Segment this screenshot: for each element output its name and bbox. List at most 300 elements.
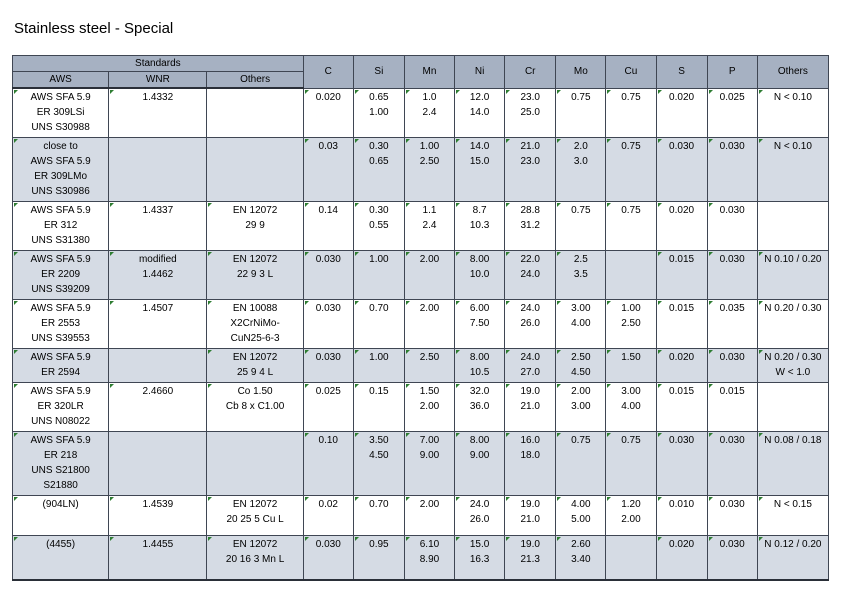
cell-line: 1.50 bbox=[419, 386, 440, 397]
mo-cell bbox=[556, 536, 606, 580]
c-cell bbox=[303, 536, 353, 580]
cell-line: 0.020 bbox=[669, 205, 695, 216]
cell-line: EN 12072 bbox=[232, 499, 278, 510]
cell-line: 0.65 bbox=[369, 156, 389, 167]
cell-line: S21880 bbox=[43, 480, 78, 491]
ni-cell bbox=[455, 300, 505, 349]
cell-line: 1.4332 bbox=[142, 92, 174, 103]
cell-line: 0.030 bbox=[719, 254, 745, 265]
cell-line: 2.50 bbox=[419, 352, 440, 363]
cell-line: 1.00 bbox=[369, 254, 389, 265]
c-cell bbox=[303, 496, 353, 536]
cell-line: 0.70 bbox=[369, 303, 389, 314]
col-header-others-standards: Others bbox=[207, 72, 303, 89]
p-cell bbox=[707, 251, 757, 300]
cell-line: 19.0 bbox=[520, 499, 540, 510]
cu-cell bbox=[606, 300, 656, 349]
cell-line: 3.50 bbox=[369, 435, 389, 446]
mo-cell bbox=[556, 496, 606, 536]
cell-line: N < 0.10 bbox=[773, 141, 812, 152]
cell-line: 31.2 bbox=[520, 220, 540, 231]
cell-line: 1.20 bbox=[621, 499, 641, 510]
cell-line: 32.0 bbox=[469, 386, 490, 397]
cell-line: 0.10 bbox=[318, 435, 338, 446]
cu-cell bbox=[606, 138, 656, 202]
aws-cell bbox=[13, 383, 109, 432]
cell-line: 21.0 bbox=[520, 401, 540, 412]
cell-line: 3.40 bbox=[571, 554, 591, 565]
cell-line: N < 0.10 bbox=[773, 91, 812, 103]
cell-line: 8.90 bbox=[419, 554, 440, 565]
s-cell bbox=[656, 88, 707, 138]
col-header-s: S bbox=[656, 56, 707, 89]
ni-cell bbox=[455, 251, 505, 300]
cell-line: EN 12072 bbox=[232, 254, 278, 265]
table-body bbox=[13, 88, 829, 580]
cell-line: Co 1.50 bbox=[237, 386, 273, 397]
aws-cell bbox=[13, 432, 109, 496]
cell-line: 19.0 bbox=[520, 386, 540, 397]
cell-line: ER 218 bbox=[43, 450, 78, 461]
mn-cell bbox=[404, 536, 454, 580]
cell-line: 10.5 bbox=[469, 367, 490, 378]
ni-cell bbox=[455, 496, 505, 536]
cell-line: 10.0 bbox=[469, 269, 490, 280]
cell-line: 8.00 bbox=[469, 435, 490, 446]
cell-line: 25.0 bbox=[520, 106, 540, 118]
cr-cell bbox=[505, 300, 556, 349]
c-cell bbox=[303, 349, 353, 383]
wnr-cell bbox=[109, 383, 207, 432]
s-cell bbox=[656, 202, 707, 251]
cell-line: 2.50 bbox=[419, 156, 440, 167]
cell-line: N < 0.15 bbox=[773, 499, 812, 510]
cell-line: 0.75 bbox=[571, 435, 591, 446]
cell-line: 0.75 bbox=[621, 91, 641, 103]
cr-cell bbox=[505, 496, 556, 536]
cell-line: 0.70 bbox=[369, 499, 389, 510]
cell-line: UNS S31380 bbox=[31, 235, 90, 246]
standards-others-cell bbox=[207, 202, 303, 251]
si-cell bbox=[353, 383, 404, 432]
cell-line: 21.0 bbox=[520, 514, 540, 525]
si-cell bbox=[353, 349, 404, 383]
cell-line: 4.00 bbox=[571, 318, 591, 329]
cell-line: AWS SFA 5.9 bbox=[30, 352, 91, 363]
cr-cell bbox=[505, 202, 556, 251]
mo-cell bbox=[556, 202, 606, 251]
cell-line: 4.00 bbox=[621, 401, 641, 412]
table-row bbox=[13, 202, 829, 251]
cell-line: 0.020 bbox=[669, 352, 695, 363]
cell-line: 4.00 bbox=[571, 499, 591, 510]
cell-line: 3.00 bbox=[621, 386, 641, 397]
cell-line: ER 320LR bbox=[37, 401, 84, 412]
s-cell bbox=[656, 138, 707, 202]
cell-line: 1.4337 bbox=[142, 205, 174, 216]
cu-cell bbox=[606, 383, 656, 432]
cell-line: AWS SFA 5.9 bbox=[30, 254, 91, 265]
cell-line: 4.50 bbox=[369, 450, 389, 461]
cell-line: 1.4455 bbox=[142, 539, 174, 550]
cell-line: 0.030 bbox=[669, 141, 695, 152]
cell-line: ER 309LSi bbox=[36, 107, 85, 118]
cell-line: UNS N08022 bbox=[31, 416, 91, 427]
s-cell bbox=[656, 349, 707, 383]
p-cell bbox=[707, 536, 757, 580]
cell-line: 0.030 bbox=[315, 352, 341, 363]
cell-line: 8.7 bbox=[472, 205, 487, 216]
standards-others-cell bbox=[207, 536, 303, 580]
cell-line: 20 25 5 Cu L bbox=[226, 514, 284, 525]
element-others-cell bbox=[757, 432, 828, 496]
col-header-mn: Mn bbox=[404, 56, 454, 89]
cell-line: AWS SFA 5.9 bbox=[30, 435, 91, 446]
p-cell bbox=[707, 496, 757, 536]
cell-line: 2.4 bbox=[422, 220, 437, 231]
cell-line: 0.75 bbox=[621, 435, 641, 446]
cell-line: 36.0 bbox=[469, 401, 490, 412]
cell-line: 7.00 bbox=[419, 435, 440, 446]
cell-line: 0.15 bbox=[369, 386, 389, 397]
cell-line: 1.50 bbox=[621, 352, 641, 363]
cell-line: 25 9 4 L bbox=[237, 367, 274, 378]
cr-cell bbox=[505, 536, 556, 580]
cell-line: 16.0 bbox=[520, 435, 540, 446]
cell-line: Cb 8 x C1.00 bbox=[225, 401, 285, 412]
cr-cell bbox=[505, 138, 556, 202]
mo-cell bbox=[556, 300, 606, 349]
cell-line: 0.030 bbox=[719, 539, 745, 550]
cell-line: 2.00 bbox=[419, 499, 440, 510]
cell-line: 0.010 bbox=[669, 499, 695, 510]
cell-line: UNS S21800 bbox=[31, 465, 90, 476]
mn-cell bbox=[404, 138, 454, 202]
cell-line: 8.00 bbox=[469, 254, 490, 265]
cell-line: AWS SFA 5.9 bbox=[30, 386, 91, 397]
cell-line: 2.00 bbox=[419, 303, 440, 314]
cell-line: N 0.10 / 0.20 bbox=[764, 254, 822, 265]
cell-line: 19.0 bbox=[520, 539, 540, 550]
cell-line: X2CrNiMo- bbox=[230, 318, 280, 329]
standards-others-cell bbox=[207, 432, 303, 496]
element-others-cell bbox=[757, 202, 828, 251]
cell-line: 6.00 bbox=[469, 303, 490, 314]
cell-line: (904LN) bbox=[42, 499, 79, 510]
cell-line: 5.00 bbox=[571, 514, 591, 525]
cell-line: 26.0 bbox=[469, 514, 490, 525]
cell-line: 14.0 bbox=[469, 141, 490, 152]
mn-cell bbox=[404, 202, 454, 251]
standards-others-cell bbox=[207, 251, 303, 300]
mn-cell bbox=[404, 88, 454, 138]
mn-cell bbox=[404, 432, 454, 496]
cell-line: 15.0 bbox=[469, 156, 490, 167]
cell-line: 1.00 bbox=[419, 141, 440, 152]
aws-cell bbox=[13, 251, 109, 300]
ni-cell bbox=[455, 432, 505, 496]
mo-cell bbox=[556, 383, 606, 432]
col-header-ni: Ni bbox=[455, 56, 505, 89]
cell-line: 0.030 bbox=[719, 499, 745, 510]
stainless-steel-spec-table bbox=[12, 55, 829, 581]
cell-line: 0.30 bbox=[369, 205, 389, 216]
cell-line: 27.0 bbox=[520, 367, 540, 378]
cell-line: 2.50 bbox=[571, 352, 591, 363]
cell-line: W < 1.0 bbox=[775, 367, 811, 378]
cell-line: 2.00 bbox=[419, 401, 440, 412]
ni-cell bbox=[455, 138, 505, 202]
cell-line: AWS SFA 5.9 bbox=[30, 156, 91, 167]
s-cell bbox=[656, 496, 707, 536]
standards-others-cell bbox=[207, 300, 303, 349]
cell-line: 24.0 bbox=[520, 269, 540, 280]
cell-line: 0.030 bbox=[669, 435, 695, 446]
table-row bbox=[13, 496, 829, 536]
cell-line: EN 12072 bbox=[232, 352, 278, 363]
element-others-cell bbox=[757, 138, 828, 202]
cell-line: UNS S39209 bbox=[31, 284, 90, 295]
cell-line: 0.020 bbox=[669, 539, 695, 550]
cell-line: 21.3 bbox=[520, 554, 540, 565]
s-cell bbox=[656, 251, 707, 300]
c-cell bbox=[303, 138, 353, 202]
col-header-si: Si bbox=[353, 56, 404, 89]
col-header-others-elements: Others bbox=[757, 56, 828, 89]
cell-line: 2.5 bbox=[573, 254, 588, 265]
cell-line: 22 9 3 L bbox=[237, 269, 274, 280]
cell-line: 18.0 bbox=[520, 450, 540, 461]
wnr-cell bbox=[109, 300, 207, 349]
cell-line: 24.0 bbox=[520, 303, 540, 314]
cell-line: 2.00 bbox=[419, 254, 440, 265]
cell-line: 3.5 bbox=[573, 269, 588, 280]
cell-line: 0.015 bbox=[669, 303, 695, 314]
cell-line: UNS S39553 bbox=[31, 333, 90, 344]
element-others-cell bbox=[757, 383, 828, 432]
cell-line: 16.3 bbox=[469, 554, 490, 565]
cell-line: 15.0 bbox=[469, 539, 490, 550]
cell-line: 12.0 bbox=[469, 91, 490, 103]
cell-line: 0.30 bbox=[369, 141, 389, 152]
cell-line: ER 2553 bbox=[41, 318, 81, 329]
p-cell bbox=[707, 138, 757, 202]
ni-cell bbox=[455, 88, 505, 138]
cell-line: 0.03 bbox=[318, 141, 338, 152]
cell-line: 8.00 bbox=[469, 352, 490, 363]
cell-line: 0.75 bbox=[571, 205, 591, 216]
element-others-cell bbox=[757, 251, 828, 300]
cell-line: N 0.20 / 0.30 bbox=[764, 352, 822, 363]
aws-cell bbox=[13, 496, 109, 536]
aws-cell bbox=[13, 349, 109, 383]
cell-line: 4.50 bbox=[571, 367, 591, 378]
wnr-cell bbox=[109, 536, 207, 580]
cell-line: N 0.08 / 0.18 bbox=[764, 435, 822, 446]
table-row bbox=[13, 349, 829, 383]
standards-others-cell bbox=[207, 349, 303, 383]
cell-line: EN 10088 bbox=[232, 303, 278, 314]
cell-line: ER 2594 bbox=[41, 367, 81, 378]
wnr-cell bbox=[109, 251, 207, 300]
cell-line: 3.00 bbox=[571, 401, 591, 412]
col-header-wnr: WNR bbox=[109, 72, 207, 89]
element-others-cell bbox=[757, 536, 828, 580]
p-cell bbox=[707, 300, 757, 349]
cell-line: N 0.12 / 0.20 bbox=[764, 539, 822, 550]
p-cell bbox=[707, 432, 757, 496]
cell-line: 0.75 bbox=[621, 205, 641, 216]
cell-line: 26.0 bbox=[520, 318, 540, 329]
c-cell bbox=[303, 432, 353, 496]
aws-cell bbox=[13, 202, 109, 251]
cell-line: AWS SFA 5.9 bbox=[30, 92, 91, 103]
si-cell bbox=[353, 251, 404, 300]
cell-line: ER 312 bbox=[43, 220, 78, 231]
cu-cell bbox=[606, 536, 656, 580]
mo-cell bbox=[556, 349, 606, 383]
standards-others-cell bbox=[207, 496, 303, 536]
mo-cell bbox=[556, 88, 606, 138]
mn-cell bbox=[404, 300, 454, 349]
mn-cell bbox=[404, 251, 454, 300]
cell-line: 20 16 3 Mn L bbox=[225, 554, 285, 565]
aws-cell bbox=[13, 536, 109, 580]
wnr-cell bbox=[109, 88, 207, 138]
cell-line: UNS S30986 bbox=[31, 186, 90, 197]
cell-line: UNS S30988 bbox=[31, 122, 90, 133]
table-row bbox=[13, 383, 829, 432]
cu-cell bbox=[606, 432, 656, 496]
ni-cell bbox=[455, 383, 505, 432]
cell-line: 28.8 bbox=[520, 205, 540, 216]
cu-cell bbox=[606, 251, 656, 300]
cell-line: 24.0 bbox=[469, 499, 490, 510]
cell-line: 0.030 bbox=[719, 435, 745, 446]
cell-line: ER 309LMo bbox=[34, 171, 88, 182]
cell-line: 1.0 bbox=[422, 91, 437, 103]
cu-cell bbox=[606, 349, 656, 383]
cell-line: 0.65 bbox=[369, 91, 389, 103]
cell-line: 1.4462 bbox=[142, 269, 174, 280]
standards-others-cell bbox=[207, 383, 303, 432]
col-header-p: P bbox=[707, 56, 757, 89]
p-cell bbox=[707, 349, 757, 383]
cell-line: EN 12072 bbox=[232, 539, 278, 550]
cell-line: 2.4660 bbox=[142, 386, 174, 397]
ni-cell bbox=[455, 202, 505, 251]
cell-line: 0.02 bbox=[318, 499, 338, 510]
cell-line: 0.75 bbox=[621, 141, 641, 152]
cell-line: 2.60 bbox=[571, 539, 591, 550]
table-row bbox=[13, 432, 829, 496]
cell-line: 0.030 bbox=[719, 352, 745, 363]
cu-cell bbox=[606, 88, 656, 138]
cell-line: 0.030 bbox=[315, 254, 341, 265]
mn-cell bbox=[404, 349, 454, 383]
col-header-cu: Cu bbox=[606, 56, 656, 89]
cell-line: 2.00 bbox=[571, 386, 591, 397]
cell-line: 14.0 bbox=[469, 106, 490, 118]
s-cell bbox=[656, 383, 707, 432]
cell-line: ER 2209 bbox=[41, 269, 81, 280]
element-others-cell bbox=[757, 300, 828, 349]
aws-cell bbox=[13, 88, 109, 138]
cell-line: 7.50 bbox=[469, 318, 490, 329]
cr-cell bbox=[505, 88, 556, 138]
element-others-cell bbox=[757, 349, 828, 383]
cell-line: 0.025 bbox=[719, 91, 745, 103]
cr-cell bbox=[505, 383, 556, 432]
si-cell bbox=[353, 300, 404, 349]
col-header-c: C bbox=[303, 56, 353, 89]
si-cell bbox=[353, 432, 404, 496]
cell-line: N 0.20 / 0.30 bbox=[764, 303, 822, 314]
mo-cell bbox=[556, 251, 606, 300]
table-row bbox=[13, 300, 829, 349]
col-header-mo: Mo bbox=[556, 56, 606, 89]
cell-line: 1.4507 bbox=[142, 303, 174, 314]
cr-cell bbox=[505, 349, 556, 383]
wnr-cell bbox=[109, 496, 207, 536]
mn-cell bbox=[404, 496, 454, 536]
s-cell bbox=[656, 536, 707, 580]
cell-line: 0.015 bbox=[669, 254, 695, 265]
cu-cell bbox=[606, 496, 656, 536]
cell-line: 0.020 bbox=[669, 91, 695, 103]
ni-cell bbox=[455, 536, 505, 580]
cell-line: 2.50 bbox=[621, 318, 641, 329]
mn-cell bbox=[404, 383, 454, 432]
p-cell bbox=[707, 88, 757, 138]
mo-cell bbox=[556, 432, 606, 496]
cell-line: 3.00 bbox=[571, 303, 591, 314]
cell-line: 9.00 bbox=[469, 450, 490, 461]
cell-line: 0.75 bbox=[571, 91, 591, 103]
cell-line: 0.015 bbox=[719, 386, 745, 397]
wnr-cell bbox=[109, 432, 207, 496]
col-header-aws: AWS bbox=[13, 72, 109, 89]
cell-line: 29 9 bbox=[245, 220, 265, 231]
p-cell bbox=[707, 202, 757, 251]
c-cell bbox=[303, 202, 353, 251]
cell-line: AWS SFA 5.9 bbox=[30, 303, 91, 314]
table-row bbox=[13, 88, 829, 138]
table-row bbox=[13, 251, 829, 300]
cell-line: 0.030 bbox=[315, 303, 341, 314]
cell-line: 0.035 bbox=[719, 303, 745, 314]
cell-line: 0.14 bbox=[318, 205, 338, 216]
si-cell bbox=[353, 88, 404, 138]
cell-line: 0.030 bbox=[719, 141, 745, 152]
col-header-cr: Cr bbox=[505, 56, 556, 89]
si-cell bbox=[353, 536, 404, 580]
mo-cell bbox=[556, 138, 606, 202]
wnr-cell bbox=[109, 138, 207, 202]
element-others-cell bbox=[757, 88, 828, 138]
cell-line: 0.95 bbox=[369, 539, 389, 550]
element-others-cell bbox=[757, 496, 828, 536]
cell-line: 2.0 bbox=[573, 141, 588, 152]
cell-line: 1.1 bbox=[422, 205, 437, 216]
cell-line: (4455) bbox=[46, 539, 76, 550]
s-cell bbox=[656, 432, 707, 496]
cell-line: 21.0 bbox=[520, 141, 540, 152]
cell-line: 0.025 bbox=[315, 386, 341, 397]
c-cell bbox=[303, 251, 353, 300]
aws-cell bbox=[13, 138, 109, 202]
cr-cell bbox=[505, 251, 556, 300]
